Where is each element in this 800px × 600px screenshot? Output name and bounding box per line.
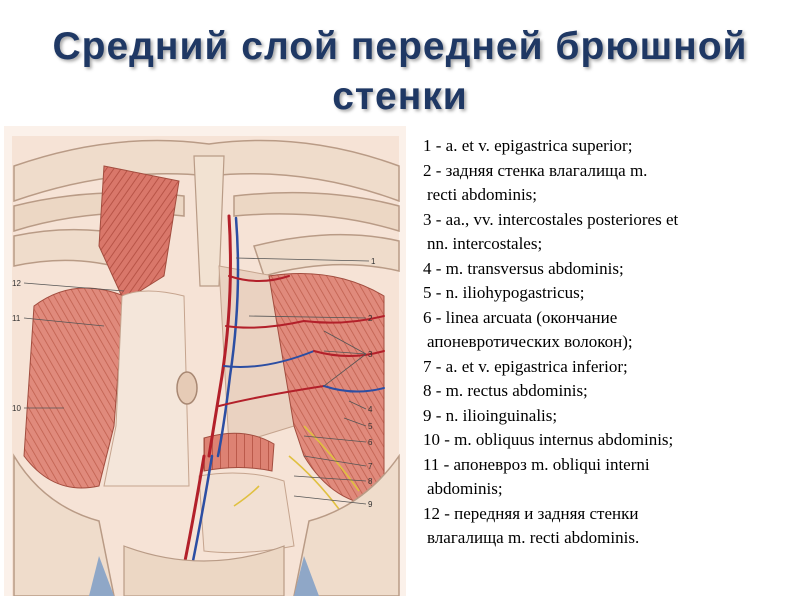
figure-label-4: 4 (368, 405, 373, 414)
legend-item-text: 10 - m. obliquus internus abdominis; (423, 430, 674, 449)
legend-item-continuation: влагалища m. recti abdominis. (427, 528, 640, 547)
legend-list (423, 134, 795, 551)
figure-label-1: 1 (371, 257, 376, 266)
anatomy-illustration (4, 126, 406, 596)
umbilicus (177, 372, 197, 404)
legend-item-text: 2 - задняя стенка влагалища m. (423, 160, 648, 180)
legend-item-text: 12 - передняя и задняя стенки (423, 503, 639, 523)
legend-item-continuation: nn. intercostales; (427, 234, 543, 253)
legend-item (423, 306, 795, 355)
page-title: Средний слой передней брюшной стенки (52, 25, 748, 118)
legend-item-text: 1 - a. et v. epigastrica superior; (423, 136, 633, 155)
legend-item-continuation: recti abdominis; (427, 185, 538, 204)
abdominal-wall-drawing (4, 126, 406, 596)
legend-item (423, 159, 795, 208)
figure-label-12: 12 (12, 279, 21, 288)
legend-item-continuation: abdominis; (427, 479, 503, 498)
legend-item (423, 134, 795, 159)
figure-label-11: 11 (12, 314, 21, 323)
legend-item (423, 502, 795, 551)
legend-item-text: 6 - linea arcuata (окончание (423, 307, 618, 327)
legend-item (423, 428, 795, 453)
legend-item-text: 11 - апоневроз m. obliqui interni (423, 454, 650, 474)
figure-label-7: 7 (368, 462, 373, 471)
legend-item (423, 208, 795, 257)
legend-item (423, 355, 795, 380)
legend-item-text: 4 - m. transversus abdominis; (423, 258, 624, 278)
legend-item (423, 257, 795, 282)
figure-label-5: 5 (368, 422, 373, 431)
figure-label-6: 6 (368, 438, 373, 447)
figure-label-9: 9 (368, 500, 373, 509)
figure-label-8: 8 (368, 477, 373, 486)
figure-label-3: 3 (368, 350, 373, 359)
legend-item (423, 453, 795, 502)
figure-label-10: 10 (12, 404, 21, 413)
figure-label-2: 2 (368, 314, 373, 323)
rectus-abdominis-cut (204, 433, 274, 471)
legend-item-continuation: апоневротических волокон); (427, 332, 633, 351)
legend-item-text: 3 - aa., vv. intercostales posteriores et (423, 209, 679, 229)
legend-item (423, 281, 795, 306)
legend-item-text: 9 - n. ilioinguinalis; (423, 405, 558, 425)
legend-item-text: 8 - m. rectus abdominis; (423, 381, 588, 400)
legend-item (423, 404, 795, 429)
legend-item (423, 379, 795, 404)
legend-item-text: 5 - n. iliohypogastricus; (423, 283, 585, 302)
legend-item-text: 7 - a. et v. epigastrica inferior; (423, 356, 628, 376)
